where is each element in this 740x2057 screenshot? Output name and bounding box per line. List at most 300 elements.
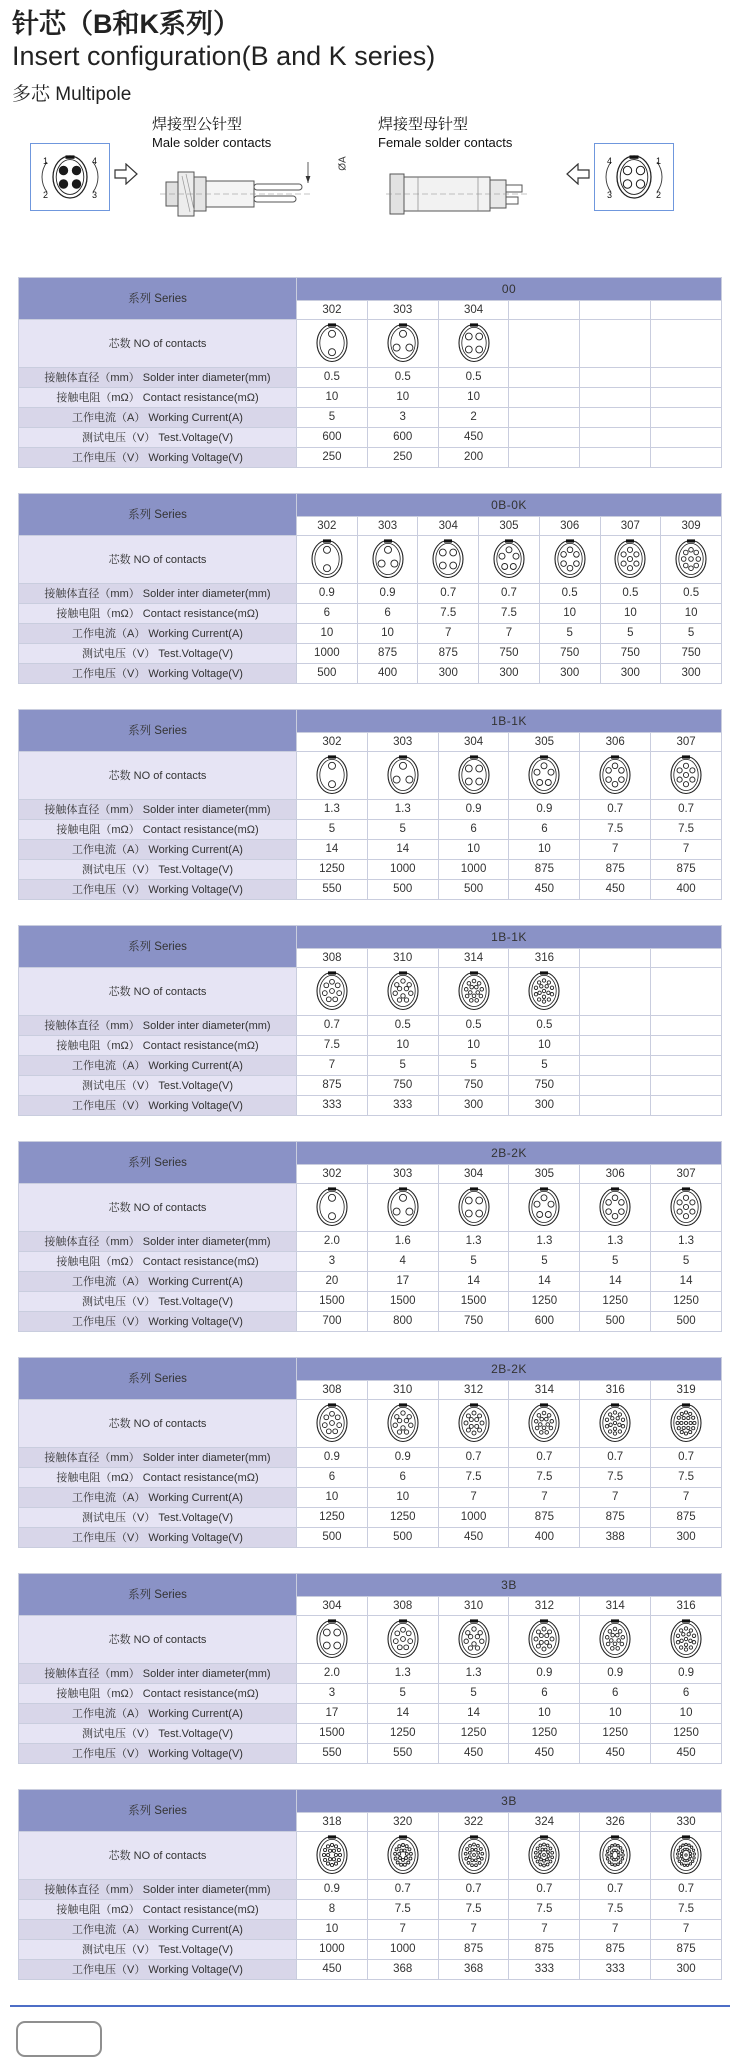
value-cell: 7	[418, 623, 479, 643]
value-cell: 7	[580, 1919, 651, 1939]
value-cell: 1000	[297, 1939, 368, 1959]
male-label-zh: 焊接型公针型	[152, 115, 243, 133]
value-cell: 450	[438, 1527, 509, 1547]
model-number: 310	[367, 948, 438, 967]
contacts-cell	[651, 1183, 722, 1231]
model-number: 302	[297, 1164, 368, 1183]
value-cell: 500	[367, 1527, 438, 1547]
contacts-cell	[438, 751, 509, 799]
value-cell: 7.5	[509, 1467, 580, 1487]
series-name: 1B-1K	[297, 925, 722, 948]
value-cell: 400	[509, 1527, 580, 1547]
row-label-resistance: 接触电阻（mΩ） Contact resistance(mΩ)	[19, 1899, 297, 1919]
value-cell: 10	[297, 1487, 368, 1507]
value-cell: 1000	[367, 1939, 438, 1959]
model-number: 326	[580, 1812, 651, 1831]
spec-tables-container	[0, 277, 740, 1980]
value-cell: 6	[357, 603, 418, 623]
value-cell	[580, 427, 651, 447]
value-cell: 3	[367, 407, 438, 427]
model-number: 307	[651, 1164, 722, 1183]
model-number: 322	[438, 1812, 509, 1831]
model-number: 304	[418, 516, 479, 535]
value-cell: 0.7	[509, 1879, 580, 1899]
contact-face-icon	[370, 537, 406, 579]
value-cell: 7	[297, 1055, 368, 1075]
series-row-label: 系列 Series	[19, 1789, 297, 1831]
model-number: 305	[509, 732, 580, 751]
contact-face-icon	[456, 1617, 492, 1659]
contacts-cell	[438, 1183, 509, 1231]
row-label-working_voltage: 工作电压（V） Working Voltage(V)	[19, 447, 297, 467]
model-number: 309	[661, 516, 722, 535]
value-cell: 17	[367, 1271, 438, 1291]
contact-face-icon	[314, 1185, 350, 1227]
row-label-resistance: 接触电阻（mΩ） Contact resistance(mΩ)	[19, 603, 297, 623]
value-cell: 0.7	[580, 1447, 651, 1467]
value-cell: 550	[297, 879, 368, 899]
value-cell	[651, 387, 722, 407]
value-cell: 7.5	[580, 819, 651, 839]
contact-face-icon	[456, 753, 492, 795]
female-face-icon	[597, 146, 671, 208]
row-label-diameter: 接触体直径（mm） Solder inter diameter(mm)	[19, 1663, 297, 1683]
value-cell: 2	[438, 407, 509, 427]
value-cell: 7.5	[438, 1467, 509, 1487]
value-cell: 10	[297, 1919, 368, 1939]
value-cell: 5	[367, 1683, 438, 1703]
model-number: 306	[539, 516, 600, 535]
contact-face-icon	[430, 537, 466, 579]
value-cell: 7.5	[509, 1899, 580, 1919]
value-cell: 0.9	[297, 583, 358, 603]
value-cell: 875	[651, 1507, 722, 1527]
value-cell: 875	[357, 643, 418, 663]
contacts-cell	[600, 535, 661, 583]
value-cell: 1250	[509, 1291, 580, 1311]
value-cell: 10	[509, 1703, 580, 1723]
male-label-en: Male solder contacts	[152, 134, 272, 150]
value-cell: 500	[297, 1527, 368, 1547]
series-name: 3B	[297, 1789, 722, 1812]
contact-face-icon	[456, 1185, 492, 1227]
value-cell: 800	[367, 1311, 438, 1331]
value-cell: 5	[438, 1251, 509, 1271]
value-cell: 10	[651, 1703, 722, 1723]
row-label-diameter: 接触体直径（mm） Solder inter diameter(mm)	[19, 1879, 297, 1899]
contact-face-icon	[668, 1185, 704, 1227]
contact-face-icon	[456, 321, 492, 363]
value-cell: 7	[580, 839, 651, 859]
value-cell: 1250	[651, 1291, 722, 1311]
value-cell	[580, 1015, 651, 1035]
contact-face-icon	[526, 1617, 562, 1659]
value-cell: 300	[651, 1959, 722, 1979]
row-label-test_voltage: 测试电压（V） Test.Voltage(V)	[19, 859, 297, 879]
contacts-cell	[297, 319, 368, 367]
contact-face-icon	[597, 1833, 633, 1875]
row-label-current: 工作电流（A） Working Current(A)	[19, 839, 297, 859]
svg-text:3: 3	[607, 189, 613, 200]
value-cell: 0.7	[509, 1447, 580, 1467]
contact-face-icon	[526, 1185, 562, 1227]
value-cell: 300	[661, 663, 722, 683]
value-cell: 10	[438, 839, 509, 859]
contact-face-icon	[314, 969, 350, 1011]
contact-face-icon	[552, 537, 588, 579]
value-cell: 14	[509, 1271, 580, 1291]
value-cell: 7	[509, 1919, 580, 1939]
contact-face-icon	[597, 1185, 633, 1227]
contact-face-icon	[314, 753, 350, 795]
value-cell: 7.5	[418, 603, 479, 623]
row-label-contacts: 芯数 NO of contacts	[19, 1831, 297, 1879]
contacts-cell	[651, 967, 722, 1015]
male-face-icon	[33, 146, 107, 208]
contacts-cell	[509, 1399, 580, 1447]
female-label-en: Female solder contacts	[378, 134, 513, 150]
value-cell: 0.7	[651, 799, 722, 819]
model-number: 308	[367, 1596, 438, 1615]
value-cell: 0.5	[438, 1015, 509, 1035]
value-cell: 4	[367, 1251, 438, 1271]
series-name: 1B-1K	[297, 709, 722, 732]
value-cell: 450	[297, 1959, 368, 1979]
value-cell: 7.5	[297, 1035, 368, 1055]
value-cell	[651, 407, 722, 427]
value-cell: 0.5	[600, 583, 661, 603]
value-cell: 7	[367, 1919, 438, 1939]
value-cell: 0.9	[297, 1447, 368, 1467]
value-cell: 0.7	[367, 1879, 438, 1899]
contact-face-icon	[526, 969, 562, 1011]
value-cell: 600	[509, 1311, 580, 1331]
value-cell: 2.0	[297, 1663, 368, 1683]
contacts-cell	[438, 1399, 509, 1447]
model-number: 314	[438, 948, 509, 967]
row-label-test_voltage: 测试电压（V） Test.Voltage(V)	[19, 1075, 297, 1095]
model-number: 330	[651, 1812, 722, 1831]
value-cell: 1250	[580, 1723, 651, 1743]
value-cell: 0.9	[438, 799, 509, 819]
value-cell	[651, 1035, 722, 1055]
value-cell: 700	[297, 1311, 368, 1331]
value-cell: 1.3	[438, 1231, 509, 1251]
contacts-cell	[367, 1615, 438, 1663]
value-cell: 0.9	[580, 1663, 651, 1683]
value-cell: 2.0	[297, 1231, 368, 1251]
svg-text:1: 1	[656, 155, 662, 166]
value-cell: 0.5	[509, 1015, 580, 1035]
model-number: 312	[509, 1596, 580, 1615]
contacts-cell	[357, 535, 418, 583]
row-label-contacts: 芯数 NO of contacts	[19, 751, 297, 799]
contact-face-icon	[526, 753, 562, 795]
contacts-cell	[438, 1831, 509, 1879]
contacts-cell	[651, 1615, 722, 1663]
value-cell: 7	[580, 1487, 651, 1507]
value-cell: 1500	[297, 1723, 368, 1743]
contacts-cell	[580, 751, 651, 799]
value-cell: 300	[509, 1095, 580, 1115]
row-label-current: 工作电流（A） Working Current(A)	[19, 1487, 297, 1507]
contacts-cell	[509, 967, 580, 1015]
page-title-zh: 针芯（B和K系列）	[12, 9, 240, 39]
pin-diameter-dimension: ØA	[337, 156, 349, 171]
value-cell	[651, 1015, 722, 1035]
value-cell: 500	[297, 663, 358, 683]
contacts-cell	[580, 1831, 651, 1879]
value-cell: 0.7	[418, 583, 479, 603]
model-number	[580, 300, 651, 319]
value-cell: 7	[438, 1919, 509, 1939]
value-cell: 450	[438, 1743, 509, 1763]
value-cell: 7	[438, 1487, 509, 1507]
value-cell: 1.3	[651, 1231, 722, 1251]
value-cell: 10	[661, 603, 722, 623]
value-cell: 0.5	[539, 583, 600, 603]
female-connector-drawing	[378, 152, 558, 230]
row-label-test_voltage: 测试电压（V） Test.Voltage(V)	[19, 643, 297, 663]
value-cell: 5	[509, 1251, 580, 1271]
model-number: 302	[297, 300, 368, 319]
row-label-resistance: 接触电阻（mΩ） Contact resistance(mΩ)	[19, 387, 297, 407]
contacts-cell	[509, 751, 580, 799]
value-cell	[509, 427, 580, 447]
row-label-working_voltage: 工作电压（V） Working Voltage(V)	[19, 1743, 297, 1763]
contact-face-icon	[456, 969, 492, 1011]
value-cell: 14	[438, 1271, 509, 1291]
value-cell: 875	[580, 1507, 651, 1527]
model-number: 304	[438, 732, 509, 751]
value-cell: 10	[539, 603, 600, 623]
value-cell: 0.5	[367, 367, 438, 387]
model-number: 306	[580, 732, 651, 751]
value-cell: 6	[367, 1467, 438, 1487]
value-cell: 7.5	[580, 1899, 651, 1919]
page-header	[0, 0, 740, 107]
contacts-cell	[479, 535, 540, 583]
spec-table-1B-1K-2	[18, 709, 722, 900]
value-cell: 500	[580, 1311, 651, 1331]
value-cell: 0.9	[509, 1663, 580, 1683]
row-label-current: 工作电流（A） Working Current(A)	[19, 1919, 297, 1939]
contacts-cell	[367, 751, 438, 799]
value-cell: 750	[438, 1075, 509, 1095]
contact-face-icon	[385, 1185, 421, 1227]
contact-face-icon	[597, 753, 633, 795]
value-cell: 0.5	[438, 367, 509, 387]
spec-table-1B-1K-3	[18, 925, 722, 1116]
value-cell: 0.7	[580, 799, 651, 819]
male-face-diagram	[30, 143, 110, 211]
svg-text:4: 4	[607, 155, 613, 166]
series-name: 2B-2K	[297, 1141, 722, 1164]
contact-face-icon	[314, 1401, 350, 1443]
value-cell: 0.9	[367, 1447, 438, 1467]
value-cell: 10	[367, 1487, 438, 1507]
svg-text:2: 2	[43, 189, 49, 200]
value-cell: 5	[438, 1683, 509, 1703]
contacts-cell	[580, 967, 651, 1015]
model-number: 303	[367, 732, 438, 751]
value-cell: 14	[297, 839, 368, 859]
value-cell: 875	[580, 859, 651, 879]
value-cell: 7.5	[651, 819, 722, 839]
value-cell: 1.3	[367, 799, 438, 819]
contacts-cell	[297, 967, 368, 1015]
value-cell: 3	[297, 1251, 368, 1271]
value-cell	[580, 447, 651, 467]
row-label-resistance: 接触电阻（mΩ） Contact resistance(mΩ)	[19, 1467, 297, 1487]
value-cell: 5	[600, 623, 661, 643]
contacts-cell	[367, 1399, 438, 1447]
value-cell: 300	[539, 663, 600, 683]
value-cell: 6	[438, 819, 509, 839]
value-cell: 500	[367, 879, 438, 899]
value-cell: 300	[418, 663, 479, 683]
row-label-resistance: 接触电阻（mΩ） Contact resistance(mΩ)	[19, 1251, 297, 1271]
row-label-resistance: 接触电阻（mΩ） Contact resistance(mΩ)	[19, 1035, 297, 1055]
contacts-cell	[367, 319, 438, 367]
row-label-diameter: 接触体直径（mm） Solder inter diameter(mm)	[19, 1231, 297, 1251]
contact-face-icon	[612, 537, 648, 579]
value-cell: 0.7	[580, 1879, 651, 1899]
contacts-cell	[418, 535, 479, 583]
value-cell	[509, 367, 580, 387]
value-cell: 368	[438, 1959, 509, 1979]
value-cell: 7.5	[438, 1899, 509, 1919]
contacts-cell	[539, 535, 600, 583]
contact-face-icon	[385, 1833, 421, 1875]
value-cell: 3	[297, 1683, 368, 1703]
value-cell: 10	[509, 839, 580, 859]
model-number	[651, 300, 722, 319]
value-cell: 1250	[580, 1291, 651, 1311]
contacts-cell	[509, 1831, 580, 1879]
spec-table-00-0	[18, 277, 722, 468]
value-cell: 0.7	[438, 1879, 509, 1899]
contact-face-icon	[385, 1617, 421, 1659]
value-cell: 450	[438, 427, 509, 447]
value-cell: 368	[367, 1959, 438, 1979]
value-cell: 400	[357, 663, 418, 683]
value-cell: 300	[438, 1095, 509, 1115]
row-label-diameter: 接触体直径（mm） Solder inter diameter(mm)	[19, 1447, 297, 1467]
model-number: 305	[509, 1164, 580, 1183]
contacts-cell	[367, 1831, 438, 1879]
contact-face-icon	[309, 537, 345, 579]
value-cell: 333	[509, 1959, 580, 1979]
row-label-working_voltage: 工作电压（V） Working Voltage(V)	[19, 663, 297, 683]
value-cell: 0.9	[297, 1879, 368, 1899]
value-cell: 300	[600, 663, 661, 683]
contact-face-icon	[668, 1833, 704, 1875]
value-cell: 5	[580, 1251, 651, 1271]
value-cell: 14	[651, 1271, 722, 1291]
male-connector-drawing	[152, 152, 362, 230]
value-cell: 6	[580, 1683, 651, 1703]
contact-face-icon	[314, 321, 350, 363]
value-cell: 875	[438, 1939, 509, 1959]
row-label-working_voltage: 工作电压（V） Working Voltage(V)	[19, 1311, 297, 1331]
contacts-cell	[580, 1399, 651, 1447]
male-connector-section	[152, 113, 362, 235]
value-cell: 5	[297, 407, 368, 427]
value-cell: 450	[580, 1743, 651, 1763]
value-cell: 875	[297, 1075, 368, 1095]
value-cell: 6	[651, 1683, 722, 1703]
contacts-cell	[651, 751, 722, 799]
row-label-current: 工作电流（A） Working Current(A)	[19, 1703, 297, 1723]
contacts-cell	[661, 535, 722, 583]
value-cell	[580, 1075, 651, 1095]
model-number: 302	[297, 516, 358, 535]
value-cell: 1.3	[438, 1663, 509, 1683]
female-label-zh: 焊接型母针型	[378, 115, 469, 133]
arrow-right-icon	[110, 163, 142, 190]
contacts-cell	[367, 967, 438, 1015]
value-cell: 6	[297, 603, 358, 623]
value-cell: 7	[651, 1919, 722, 1939]
row-label-working_voltage: 工作电压（V） Working Voltage(V)	[19, 879, 297, 899]
row-label-contacts: 芯数 NO of contacts	[19, 1399, 297, 1447]
value-cell: 7	[479, 623, 540, 643]
value-cell: 6	[509, 819, 580, 839]
value-cell: 1250	[297, 1507, 368, 1527]
series-name: 2B-2K	[297, 1357, 722, 1380]
contacts-cell	[580, 319, 651, 367]
model-number: 304	[438, 300, 509, 319]
model-number: 320	[367, 1812, 438, 1831]
value-cell: 17	[297, 1703, 368, 1723]
row-label-contacts: 芯数 NO of contacts	[19, 535, 297, 583]
value-cell: 0.7	[297, 1015, 368, 1035]
value-cell: 0.7	[651, 1879, 722, 1899]
row-label-working_voltage: 工作电压（V） Working Voltage(V)	[19, 1959, 297, 1979]
value-cell: 750	[539, 643, 600, 663]
value-cell: 600	[297, 427, 368, 447]
value-cell: 6	[509, 1683, 580, 1703]
contacts-cell	[297, 751, 368, 799]
value-cell: 1.6	[367, 1231, 438, 1251]
value-cell: 14	[438, 1703, 509, 1723]
model-number: 303	[357, 516, 418, 535]
row-label-diameter: 接触体直径（mm） Solder inter diameter(mm)	[19, 1015, 297, 1035]
value-cell: 5	[661, 623, 722, 643]
value-cell	[580, 1095, 651, 1115]
value-cell: 875	[651, 859, 722, 879]
contact-face-icon	[526, 1833, 562, 1875]
contact-face-icon	[385, 969, 421, 1011]
series-name: 00	[297, 277, 722, 300]
value-cell: 388	[580, 1527, 651, 1547]
value-cell: 5	[297, 819, 368, 839]
value-cell: 200	[438, 447, 509, 467]
value-cell: 750	[479, 643, 540, 663]
value-cell: 0.9	[509, 799, 580, 819]
svg-text:1: 1	[43, 155, 49, 166]
row-label-test_voltage: 测试电压（V） Test.Voltage(V)	[19, 1507, 297, 1527]
model-number: 314	[509, 1380, 580, 1399]
value-cell: 5	[367, 1055, 438, 1075]
value-cell: 750	[438, 1311, 509, 1331]
arrow-left-icon	[562, 163, 594, 190]
contacts-cell	[509, 1615, 580, 1663]
model-number: 305	[479, 516, 540, 535]
contact-face-icon	[456, 1833, 492, 1875]
row-label-current: 工作电流（A） Working Current(A)	[19, 1271, 297, 1291]
